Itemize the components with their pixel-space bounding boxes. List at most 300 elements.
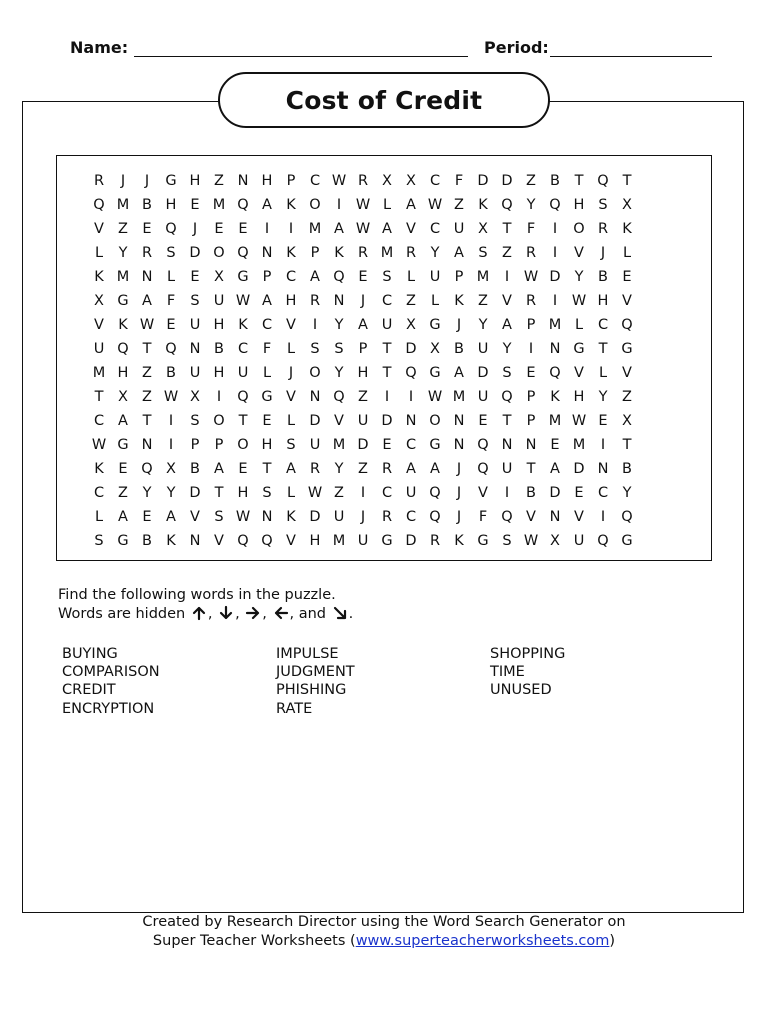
grid-letter[interactable]: W — [331, 173, 347, 189]
grid-letter[interactable]: X — [550, 533, 560, 549]
grid-letter[interactable]: K — [334, 245, 344, 261]
grid-letter[interactable]: P — [286, 173, 296, 189]
grid-letter[interactable]: B — [142, 533, 152, 549]
grid-letter[interactable]: Y — [334, 461, 344, 477]
grid-letter[interactable]: U — [357, 413, 369, 429]
grid-letter[interactable]: Y — [502, 341, 512, 357]
grid-letter[interactable]: A — [406, 461, 416, 477]
grid-letter[interactable]: S — [262, 485, 272, 501]
grid-letter[interactable]: H — [357, 365, 369, 381]
grid-letter[interactable]: V — [406, 221, 416, 237]
grid-letter[interactable]: Z — [526, 173, 536, 189]
grid-letter[interactable]: R — [357, 245, 369, 261]
grid-letter[interactable]: Q — [429, 509, 441, 525]
grid-letter[interactable]: N — [549, 509, 561, 525]
grid-letter[interactable]: A — [430, 461, 440, 477]
grid-letter[interactable]: Q — [237, 389, 249, 405]
grid-letter[interactable]: E — [142, 221, 152, 237]
grid-letter[interactable]: Q — [621, 509, 633, 525]
grid-letter[interactable]: Q — [501, 197, 513, 213]
grid-letter[interactable]: X — [622, 197, 632, 213]
grid-letter[interactable]: H — [597, 293, 609, 309]
grid-letter[interactable]: U — [429, 269, 441, 285]
grid-letter[interactable]: J — [456, 317, 462, 333]
grid-letter[interactable]: A — [166, 509, 176, 525]
grid-letter[interactable]: G — [429, 365, 441, 381]
grid-letter[interactable]: M — [332, 437, 346, 453]
grid-letter[interactable]: S — [502, 365, 512, 381]
grid-letter[interactable]: S — [334, 341, 344, 357]
grid-letter[interactable]: R — [405, 245, 417, 261]
grid-letter[interactable]: S — [166, 245, 176, 261]
grid-letter[interactable]: O — [309, 365, 321, 381]
grid-letter[interactable]: U — [357, 533, 369, 549]
grid-letter[interactable]: A — [406, 197, 416, 213]
grid-letter[interactable]: N — [141, 437, 153, 453]
grid-letter[interactable]: E — [550, 437, 560, 453]
grid-letter[interactable]: A — [334, 221, 344, 237]
grid-letter[interactable]: R — [381, 509, 393, 525]
grid-letter[interactable]: Y — [334, 365, 344, 381]
grid-letter[interactable]: B — [598, 269, 608, 285]
grid-letter[interactable]: L — [598, 365, 608, 381]
grid-letter[interactable]: S — [94, 533, 104, 549]
grid-letter[interactable]: H — [117, 365, 129, 381]
grid-letter[interactable]: A — [454, 365, 464, 381]
grid-letter[interactable]: J — [456, 509, 462, 525]
grid-letter[interactable]: Q — [237, 245, 249, 261]
grid-letter[interactable]: Q — [477, 437, 489, 453]
grid-letter[interactable]: R — [525, 245, 537, 261]
grid-letter[interactable]: A — [382, 221, 392, 237]
grid-letter[interactable]: Y — [598, 389, 608, 405]
grid-letter[interactable]: Q — [165, 221, 177, 237]
grid-letter[interactable]: U — [309, 437, 321, 453]
grid-letter[interactable]: H — [261, 173, 273, 189]
grid-letter[interactable]: B — [214, 341, 224, 357]
grid-letter[interactable]: N — [237, 173, 249, 189]
grid-letter[interactable]: Z — [142, 365, 152, 381]
grid-letter[interactable]: E — [526, 365, 536, 381]
grid-letter[interactable]: G — [117, 437, 129, 453]
grid-letter[interactable]: G — [381, 533, 393, 549]
grid-letter[interactable]: Y — [166, 485, 176, 501]
grid-letter[interactable]: P — [454, 269, 464, 285]
grid-letter[interactable]: E — [214, 221, 224, 237]
grid-letter[interactable]: G — [261, 389, 273, 405]
grid-letter[interactable]: H — [237, 485, 249, 501]
grid-letter[interactable]: M — [452, 389, 466, 405]
grid-letter[interactable]: L — [622, 245, 632, 261]
grid-letter[interactable]: Q — [93, 197, 105, 213]
footer-link[interactable]: www.superteacherworksheets.com — [355, 933, 610, 949]
grid-letter[interactable]: X — [406, 317, 416, 333]
grid-letter[interactable]: O — [237, 437, 249, 453]
grid-letter[interactable]: E — [478, 413, 488, 429]
grid-letter[interactable]: E — [574, 485, 584, 501]
grid-letter[interactable]: U — [477, 389, 489, 405]
grid-letter[interactable]: J — [360, 293, 366, 309]
grid-letter[interactable]: L — [286, 341, 296, 357]
grid-letter[interactable]: T — [382, 341, 392, 357]
grid-letter[interactable]: T — [502, 221, 512, 237]
grid-letter[interactable]: P — [310, 245, 320, 261]
grid-letter[interactable]: Q — [621, 317, 633, 333]
grid-letter[interactable]: N — [141, 269, 153, 285]
grid-letter[interactable]: D — [573, 461, 585, 477]
grid-letter[interactable]: Q — [549, 365, 561, 381]
grid-letter[interactable]: X — [382, 173, 392, 189]
grid-letter[interactable]: D — [501, 173, 513, 189]
grid-letter[interactable]: N — [405, 413, 417, 429]
grid-letter[interactable]: Y — [526, 197, 536, 213]
grid-letter[interactable]: J — [144, 173, 150, 189]
grid-letter[interactable]: X — [406, 173, 416, 189]
grid-letter[interactable]: L — [406, 269, 416, 285]
grid-letter[interactable]: N — [189, 341, 201, 357]
grid-letter[interactable]: X — [118, 389, 128, 405]
grid-letter[interactable]: G — [429, 317, 441, 333]
grid-letter[interactable]: T — [502, 413, 512, 429]
grid-letter[interactable]: T — [574, 173, 584, 189]
grid-letter[interactable]: V — [286, 389, 296, 405]
grid-letter[interactable]: C — [597, 485, 609, 501]
grid-letter[interactable]: W — [571, 413, 587, 429]
grid-letter[interactable]: A — [262, 293, 272, 309]
grid-letter[interactable]: Z — [118, 485, 128, 501]
grid-letter[interactable]: Z — [406, 293, 416, 309]
grid-letter[interactable]: A — [142, 293, 152, 309]
grid-letter[interactable]: S — [478, 245, 488, 261]
grid-letter[interactable]: V — [574, 509, 584, 525]
grid-letter[interactable]: E — [382, 437, 392, 453]
grid-letter[interactable]: D — [189, 245, 201, 261]
grid-letter[interactable]: T — [262, 461, 272, 477]
grid-letter[interactable]: C — [405, 437, 417, 453]
grid-letter[interactable]: C — [261, 317, 273, 333]
grid-letter[interactable]: R — [93, 173, 105, 189]
grid-letter[interactable]: T — [94, 389, 104, 405]
grid-letter[interactable]: V — [502, 293, 512, 309]
grid-letter[interactable]: P — [526, 413, 536, 429]
grid-letter[interactable]: I — [216, 389, 222, 405]
grid-letter[interactable]: I — [408, 389, 414, 405]
grid-letter[interactable]: K — [238, 317, 248, 333]
grid-letter[interactable]: C — [429, 173, 441, 189]
grid-letter[interactable]: S — [382, 269, 392, 285]
grid-letter[interactable]: W — [355, 197, 371, 213]
grid-letter[interactable]: A — [118, 509, 128, 525]
grid-letter[interactable]: U — [189, 365, 201, 381]
grid-letter[interactable]: T — [214, 485, 224, 501]
grid-letter[interactable]: Z — [622, 389, 632, 405]
grid-letter[interactable]: K — [94, 269, 104, 285]
grid-letter[interactable]: M — [116, 269, 130, 285]
grid-letter[interactable]: I — [168, 437, 174, 453]
grid-letter[interactable]: P — [526, 389, 536, 405]
grid-letter[interactable]: H — [213, 365, 225, 381]
grid-letter[interactable]: K — [118, 317, 128, 333]
grid-letter[interactable]: R — [141, 245, 153, 261]
grid-letter[interactable]: R — [357, 173, 369, 189]
grid-letter[interactable]: A — [118, 413, 128, 429]
grid-letter[interactable]: C — [381, 293, 393, 309]
grid-letter[interactable]: I — [312, 317, 318, 333]
grid-letter[interactable]: A — [550, 461, 560, 477]
grid-letter[interactable]: T — [382, 365, 392, 381]
grid-letter[interactable]: I — [600, 509, 606, 525]
grid-letter[interactable]: U — [189, 317, 201, 333]
grid-letter[interactable]: V — [622, 293, 632, 309]
grid-letter[interactable]: H — [189, 173, 201, 189]
grid-letter[interactable]: R — [525, 293, 537, 309]
grid-letter[interactable]: X — [430, 341, 440, 357]
grid-letter[interactable]: V — [286, 533, 296, 549]
grid-letter[interactable]: Q — [117, 341, 129, 357]
grid-letter[interactable]: C — [381, 485, 393, 501]
grid-letter[interactable]: U — [93, 341, 105, 357]
grid-letter[interactable]: E — [142, 509, 152, 525]
grid-letter[interactable]: E — [166, 317, 176, 333]
grid-letter[interactable]: V — [526, 509, 536, 525]
grid-letter[interactable]: B — [142, 197, 152, 213]
grid-letter[interactable]: O — [309, 197, 321, 213]
grid-letter[interactable]: I — [384, 389, 390, 405]
grid-letter[interactable]: R — [309, 293, 321, 309]
grid-letter[interactable]: W — [427, 197, 443, 213]
grid-letter[interactable]: D — [549, 269, 561, 285]
grid-letter[interactable]: V — [94, 317, 104, 333]
grid-letter[interactable]: L — [166, 269, 176, 285]
grid-letter[interactable]: U — [333, 509, 345, 525]
grid-letter[interactable]: Z — [214, 173, 224, 189]
grid-letter[interactable]: X — [478, 221, 488, 237]
grid-letter[interactable]: P — [190, 437, 200, 453]
grid-letter[interactable]: M — [116, 197, 130, 213]
grid-letter[interactable]: Y — [478, 317, 488, 333]
grid-letter[interactable]: M — [548, 413, 562, 429]
grid-letter[interactable]: U — [501, 461, 513, 477]
grid-letter[interactable]: F — [166, 293, 176, 309]
grid-letter[interactable]: A — [358, 317, 368, 333]
grid-letter[interactable]: R — [429, 533, 441, 549]
grid-letter[interactable]: G — [165, 173, 177, 189]
grid-letter[interactable]: W — [523, 269, 539, 285]
grid-letter[interactable]: R — [381, 461, 393, 477]
grid-letter[interactable]: I — [264, 221, 270, 237]
grid-letter[interactable]: A — [214, 461, 224, 477]
grid-letter[interactable]: W — [91, 437, 107, 453]
grid-letter[interactable]: D — [405, 533, 417, 549]
grid-letter[interactable]: C — [429, 221, 441, 237]
grid-letter[interactable]: L — [574, 317, 584, 333]
grid-letter[interactable]: M — [572, 437, 586, 453]
grid-letter[interactable]: J — [600, 245, 606, 261]
grid-letter[interactable]: N — [261, 245, 273, 261]
grid-letter[interactable]: P — [358, 341, 368, 357]
grid-letter[interactable]: Q — [261, 533, 273, 549]
grid-letter[interactable]: G — [117, 533, 129, 549]
grid-letter[interactable]: Y — [334, 317, 344, 333]
grid-letter[interactable]: N — [333, 293, 345, 309]
grid-letter[interactable]: W — [163, 389, 179, 405]
grid-letter[interactable]: D — [477, 173, 489, 189]
grid-letter[interactable]: L — [94, 245, 104, 261]
grid-letter[interactable]: J — [456, 461, 462, 477]
grid-letter[interactable]: M — [380, 245, 394, 261]
grid-letter[interactable]: F — [454, 173, 464, 189]
grid-letter[interactable]: T — [622, 437, 632, 453]
grid-letter[interactable]: I — [360, 485, 366, 501]
grid-letter[interactable]: Q — [501, 509, 513, 525]
grid-letter[interactable]: K — [286, 509, 296, 525]
grid-letter[interactable]: E — [238, 221, 248, 237]
grid-letter[interactable]: L — [286, 485, 296, 501]
grid-letter[interactable]: U — [213, 293, 225, 309]
grid-letter[interactable]: V — [214, 533, 224, 549]
grid-letter[interactable]: J — [120, 173, 126, 189]
grid-letter[interactable]: V — [94, 221, 104, 237]
grid-letter[interactable]: A — [286, 461, 296, 477]
grid-letter[interactable]: U — [405, 485, 417, 501]
grid-letter[interactable]: H — [573, 197, 585, 213]
grid-letter[interactable]: E — [190, 269, 200, 285]
grid-letter[interactable]: Y — [430, 245, 440, 261]
grid-letter[interactable]: C — [237, 341, 249, 357]
grid-letter[interactable]: B — [526, 485, 536, 501]
grid-letter[interactable]: O — [213, 245, 225, 261]
grid-letter[interactable]: A — [310, 269, 320, 285]
grid-letter[interactable]: L — [430, 293, 440, 309]
grid-letter[interactable]: Q — [237, 533, 249, 549]
grid-letter[interactable]: H — [309, 533, 321, 549]
grid-letter[interactable]: J — [456, 485, 462, 501]
grid-letter[interactable]: H — [213, 317, 225, 333]
grid-letter[interactable]: D — [381, 413, 393, 429]
grid-letter[interactable]: C — [405, 509, 417, 525]
grid-letter[interactable]: Q — [165, 341, 177, 357]
grid-letter[interactable]: C — [93, 413, 105, 429]
grid-letter[interactable]: M — [548, 317, 562, 333]
grid-letter[interactable]: O — [213, 413, 225, 429]
grid-letter[interactable]: Z — [478, 293, 488, 309]
grid-letter[interactable]: Q — [141, 461, 153, 477]
name-field[interactable] — [134, 40, 468, 57]
grid-letter[interactable]: W — [235, 509, 251, 525]
grid-letter[interactable]: L — [94, 509, 104, 525]
grid-letter[interactable]: K — [622, 221, 632, 237]
grid-letter[interactable]: S — [598, 197, 608, 213]
grid-letter[interactable]: C — [309, 173, 321, 189]
grid-letter[interactable]: I — [528, 341, 534, 357]
grid-letter[interactable]: V — [190, 509, 200, 525]
grid-letter[interactable]: B — [166, 365, 176, 381]
grid-letter[interactable]: U — [477, 341, 489, 357]
grid-letter[interactable]: W — [427, 389, 443, 405]
grid-letter[interactable]: E — [598, 413, 608, 429]
grid-letter[interactable]: D — [189, 485, 201, 501]
grid-letter[interactable]: K — [166, 533, 176, 549]
grid-letter[interactable]: N — [501, 437, 513, 453]
grid-letter[interactable]: S — [310, 341, 320, 357]
grid-letter[interactable]: D — [309, 509, 321, 525]
grid-letter[interactable]: Q — [597, 533, 609, 549]
grid-letter[interactable]: G — [117, 293, 129, 309]
grid-letter[interactable]: T — [526, 461, 536, 477]
grid-letter[interactable]: W — [235, 293, 251, 309]
grid-letter[interactable]: T — [598, 341, 608, 357]
grid-letter[interactable]: E — [238, 461, 248, 477]
grid-letter[interactable]: B — [550, 173, 560, 189]
grid-letter[interactable]: M — [332, 533, 346, 549]
grid-letter[interactable]: G — [429, 437, 441, 453]
grid-letter[interactable]: E — [118, 461, 128, 477]
grid-letter[interactable]: R — [309, 461, 321, 477]
grid-letter[interactable]: I — [504, 485, 510, 501]
grid-letter[interactable]: Q — [237, 197, 249, 213]
grid-letter[interactable]: X — [214, 269, 224, 285]
grid-letter[interactable]: D — [405, 341, 417, 357]
grid-letter[interactable]: D — [309, 413, 321, 429]
grid-letter[interactable]: T — [622, 173, 632, 189]
grid-letter[interactable]: P — [214, 437, 224, 453]
grid-letter[interactable]: J — [288, 365, 294, 381]
grid-letter[interactable]: E — [622, 269, 632, 285]
grid-letter[interactable]: W — [571, 293, 587, 309]
grid-letter[interactable]: O — [429, 413, 441, 429]
grid-letter[interactable]: H — [285, 293, 297, 309]
grid-letter[interactable]: I — [288, 221, 294, 237]
grid-letter[interactable]: K — [94, 461, 104, 477]
grid-letter[interactable]: P — [526, 317, 536, 333]
grid-letter[interactable]: E — [190, 197, 200, 213]
grid-letter[interactable]: C — [93, 485, 105, 501]
grid-letter[interactable]: H — [261, 437, 273, 453]
grid-letter[interactable]: U — [237, 365, 249, 381]
grid-letter[interactable]: E — [358, 269, 368, 285]
grid-letter[interactable]: Z — [358, 461, 368, 477]
grid-letter[interactable]: I — [552, 221, 558, 237]
grid-letter[interactable]: Y — [118, 245, 128, 261]
grid-letter[interactable]: V — [574, 365, 584, 381]
grid-letter[interactable]: I — [552, 293, 558, 309]
grid-letter[interactable]: P — [262, 269, 272, 285]
grid-letter[interactable]: V — [286, 317, 296, 333]
grid-letter[interactable]: C — [285, 269, 297, 285]
grid-letter[interactable]: W — [307, 485, 323, 501]
grid-letter[interactable]: S — [190, 413, 200, 429]
grid-letter[interactable]: N — [525, 437, 537, 453]
grid-letter[interactable]: T — [142, 413, 152, 429]
grid-letter[interactable]: S — [190, 293, 200, 309]
period-field[interactable] — [550, 40, 712, 57]
grid-letter[interactable]: Z — [118, 221, 128, 237]
grid-letter[interactable]: F — [262, 341, 272, 357]
grid-letter[interactable]: I — [552, 245, 558, 261]
grid-letter[interactable]: V — [622, 365, 632, 381]
grid-letter[interactable]: S — [214, 509, 224, 525]
grid-letter[interactable]: N — [189, 533, 201, 549]
grid-letter[interactable]: C — [597, 317, 609, 333]
grid-letter[interactable]: K — [550, 389, 560, 405]
grid-letter[interactable]: X — [622, 413, 632, 429]
grid-letter[interactable]: M — [308, 221, 322, 237]
grid-letter[interactable]: N — [261, 509, 273, 525]
grid-letter[interactable]: Z — [142, 389, 152, 405]
grid-letter[interactable]: I — [600, 437, 606, 453]
grid-letter[interactable]: Q — [405, 365, 417, 381]
grid-letter[interactable]: G — [573, 341, 585, 357]
